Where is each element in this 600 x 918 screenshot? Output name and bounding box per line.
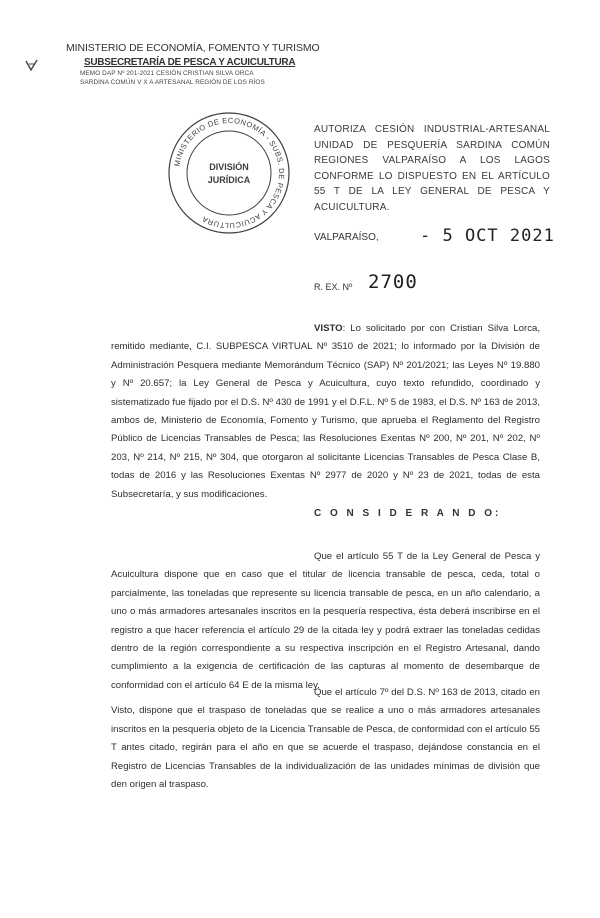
stamp-line-2: JURÍDICA — [207, 175, 251, 185]
division-juridica-stamp — [164, 108, 294, 238]
handwritten-check-icon — [24, 58, 40, 74]
resolution-number: 2700 — [368, 271, 418, 293]
considerando-heading: C O N S I D E R A N D O: — [314, 508, 502, 519]
resolution-title: AUTORIZA CESIÓN INDUSTRIAL-ARTESANAL UNIDAD DE PESQUERÍA SARDINA COMÚN REGIONES VALPARAÍSO A LOS LAGOS CONFORME LO DISPUESTO EN EL ARTÍCULO 55 T DE LA LEY GENERAL DE PESCA Y ACUICULTURA. — [314, 124, 550, 213]
stamp-line-1: DIVISIÓN — [209, 162, 249, 172]
stamp-ring-text: MINISTERIO DE ECONOMÍA - SUBS. DE PESCA Y ACUICULTURA — [172, 115, 287, 231]
visto-keyword: VISTO — [314, 323, 343, 334]
visto-text: : Lo solicitado por con Cristian Silva Lorca, remitido mediante, C.I. SUBPESCA VIRTUAL Nº 3510 de 2021; lo informado por la División de Administración Pesquera mediante Memorándum Técnico (SAP) Nº 201/2021; las Leyes Nº 19.880 y Nº 20.657; la Ley General de Pesca y Acuicultura, cuyo texto refundido, coordinado y sistematizado fue fijado por el D.S. Nº 430 de 1991 y el D.F.L. Nº 5 de 1983, el D.S. Nº 163 de 2013, ambos de, Ministerio de Economía, Fomento y Turismo, que aprueba el Reglamento del Registro Público de Licencias Transables de Pesca; las Resoluciones Exentas Nº 200, Nº 201, Nº 202, Nº 203, Nº 214, Nº 215, Nº 304, que otorgaron al solicitante Licencias Transables de Pesca Clase B, todas de 2016 y las Resoluciones Exentas Nº 2977 de 2020 y Nº 23 de 2021, todas de esta Subsecretaría, y sus modificaciones. — [111, 323, 540, 500]
place-label: VALPARAÍSO, — [314, 232, 379, 243]
visto-paragraph — [111, 320, 540, 504]
reference-line-2: SARDINA COMÚN V X A ARTESANAL REGIÓN DE LOS RÍOS — [80, 79, 265, 86]
date-stamp: - 5 OCT 2021 — [420, 226, 555, 246]
letterhead — [66, 42, 326, 86]
considerando-paragraph-2: Que el artículo 7º del D.S. Nº 163 de 2013, citado en Visto, dispone que el traspaso de toneladas que se realice a uno o más armadores artesanales inscritos en la pesquería objeto de la Licencia Transable de Pesca, de conformidad con el artículo 55 T antes citado, regirán para el año en que se acuerde el traspaso, dejándose constancia en el Registro de Licencias Transables de la individualización de las unidades mínimas de división que den origen al traspaso. — [111, 687, 540, 791]
resolution-label: R. EX. Nº — [314, 282, 353, 292]
subsecretaria-name: SUBSECRETARÍA DE PESCA Y ACUICULTURA — [84, 57, 296, 68]
reference-line-1: MEMO DAP Nº 201-2021 CESIÓN CRISTIAN SILVA ORCA — [80, 70, 254, 77]
ministry-name: MINISTERIO DE ECONOMÍA, FOMENTO Y TURISMO — [66, 42, 320, 54]
considerando-paragraph-1: Que el artículo 55 T de la Ley General de Pesca y Acuicultura dispone que en caso que el titular de licencia transable de pesca, ceda, total o parcialmente, las toneladas que represente su licencia transable de pesca, en un año calendario, a uno o más armadores artesanales inscritos en la pesquería respectiva, ésta deberá inscribirse en el registro a que hacer referencia el artículo 29 de la citada ley y podrá extraer las toneladas cedidas dentro de la región correspondiente a su respectiva inscripción en el Registro Artesanal, dando cumplimiento a la exigencia de certificación de las capturas al momento de desembarque de conformidad con el artículo 64 E de la misma ley. — [111, 551, 540, 691]
